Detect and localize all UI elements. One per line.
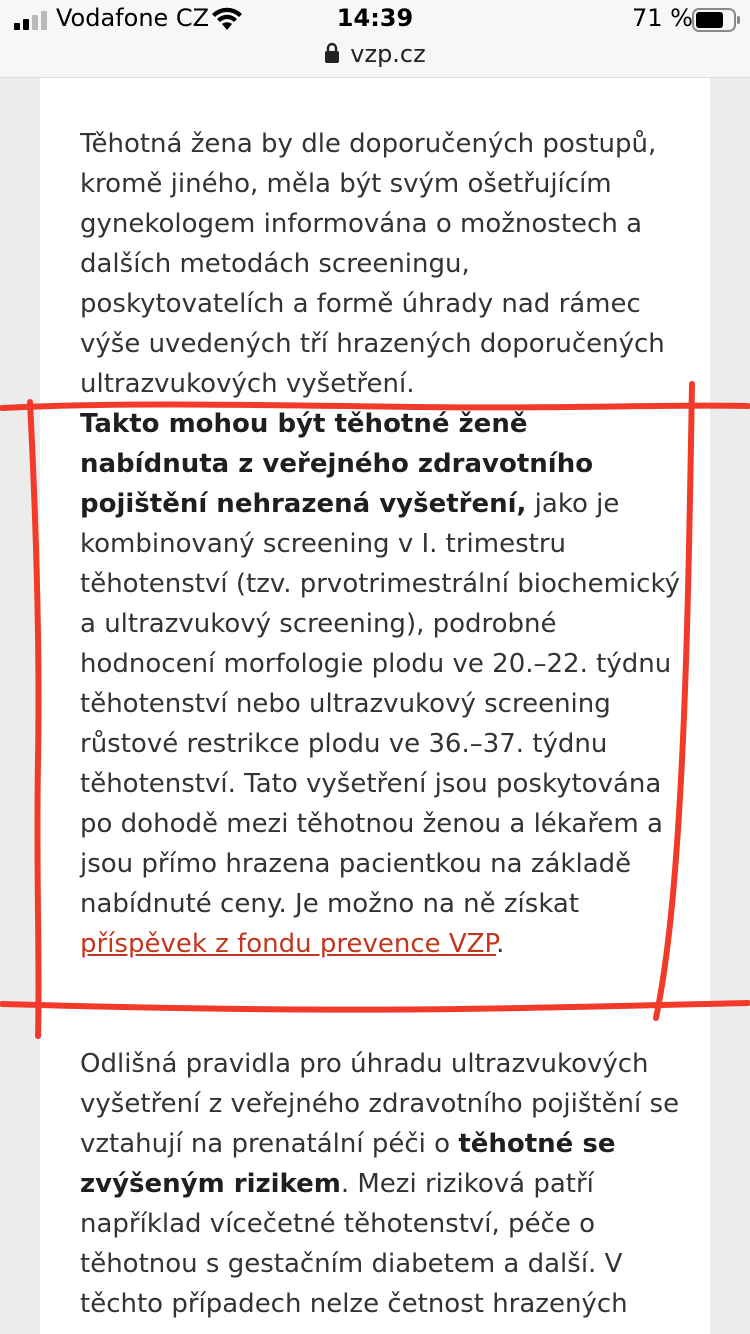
address-bar[interactable]	[0, 40, 750, 68]
clock: 14:39	[336, 4, 414, 32]
carrier-name: Vodafone CZ	[56, 4, 210, 32]
paragraph-bold-lead: Takto mohou být těhotné ženě nabídnuta z veřejného zdravotního pojištění nehrazená vyšetření,	[80, 409, 594, 519]
url-text: vzp.cz	[350, 40, 426, 68]
paragraph-high-risk-rest: . Mezi riziková patří například vícečetné těhotenství, péče o těhotnou s gestačním diabetem a další. V těchto případech nelze četnost hrazených	[80, 1169, 628, 1319]
battery-icon	[692, 8, 742, 32]
status-bar	[0, 0, 750, 78]
paragraph-end: .	[496, 929, 505, 959]
paragraph-high-risk-bold: těhotné se zvýšeným rizikem	[80, 1129, 616, 1199]
paragraph-screening-info: Těhotná žena by dle doporučených postupů, kromě jiného, měla být svým ošetřujícím gynekologem informována o možnostech a dalších metodách screeningu, poskytovatelích a formě úhrady nad rámec výše uvedených tří hrazených doporučených ultrazvukových vyšetření.	[80, 129, 665, 399]
paragraph-high-risk-start: Odlišná pravidla pro úhradu ultrazvukových vyšetření z veřejného zdravotního pojištění se vztahují na prenatální péči o	[80, 1049, 680, 1159]
paragraph-unpaid-exams	[80, 404, 680, 964]
paragraph-body: jako je kombinovaný screening v I. trimestru těhotenství (tzv. prvotrimestrální biochemický a ultrazvukový screening), podrobné hodnocení morfologie plodu ve 20.–22. týdnu těhotenství nebo ultrazvukový screening růstové restrikce plodu ve 36.–37. týdnu těhotenství. Tato vyšetření jsou poskytována po dohodě mezi těhotnou ženou a lékařem a jsou přímo hrazena pacientkou na základě nabídnuté ceny. Je možno na ně získat	[80, 489, 680, 919]
battery-percent: 71 %	[632, 4, 693, 32]
paragraph-high-risk	[80, 1044, 680, 1324]
lock-icon	[324, 42, 340, 64]
prevention-fund-link[interactable]: příspěvek z fondu prevence VZP	[80, 929, 497, 959]
